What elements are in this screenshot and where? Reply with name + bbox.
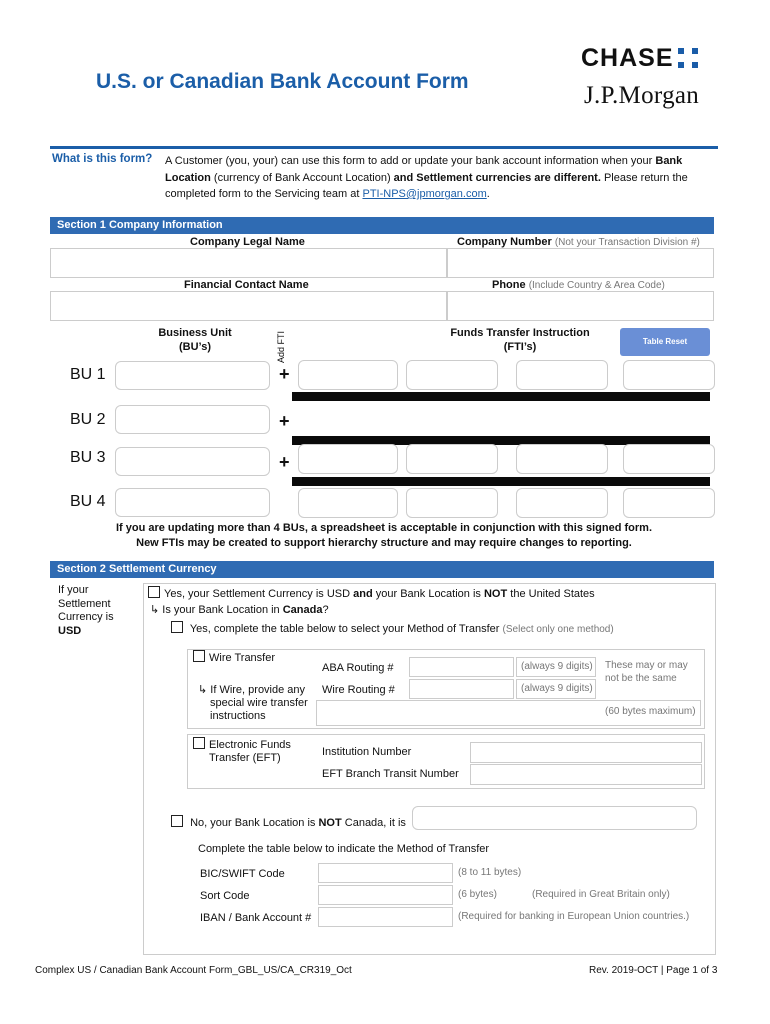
bu-label-2: BU 2 bbox=[70, 411, 106, 428]
complete-table-label: Complete the table below to indicate the Method of Transfer bbox=[198, 843, 490, 855]
eft-checkbox[interactable] bbox=[193, 737, 205, 749]
fti-input-3c[interactable] bbox=[516, 444, 608, 474]
institution-label: Institution Number bbox=[322, 746, 412, 758]
eft-branch-input[interactable] bbox=[470, 764, 702, 785]
bic-input[interactable] bbox=[318, 863, 453, 883]
fti-input-1b[interactable] bbox=[406, 360, 498, 390]
fti-input-4b[interactable] bbox=[406, 488, 498, 518]
company-number-input[interactable] bbox=[447, 248, 714, 278]
page-title: U.S. or Canadian Bank Account Form bbox=[96, 70, 469, 93]
phone-input[interactable] bbox=[447, 291, 714, 321]
fti-input-3a[interactable] bbox=[298, 444, 398, 474]
wire-transfer-option[interactable]: Wire Transfer bbox=[193, 650, 275, 664]
chase-octagon-icon bbox=[678, 48, 698, 68]
bic-label: BIC/SWIFT Code bbox=[200, 868, 285, 880]
section2-header: Section 2 Settlement Currency bbox=[50, 561, 714, 578]
institution-input[interactable] bbox=[470, 742, 702, 763]
bu-note: If you are updating more than 4 BUs, a spreadsheet is acceptable in conjunction with this signed form. New FTIs may be created to support hierarchy structure and may require changes to reporting. bbox=[115, 522, 653, 549]
yes-canada-checkbox[interactable] bbox=[171, 621, 183, 633]
wire-transfer-checkbox[interactable] bbox=[193, 650, 205, 662]
sort-input[interactable] bbox=[318, 885, 453, 905]
add-fti-button-1[interactable]: + bbox=[279, 364, 290, 384]
intro-paragraph: A Customer (you, your) can use this form to add or update your bank account information when your Bank Location (currency of Bank Account Location) and Settlement currencies are different. Please return the completed form to the Servicing team at PTI-NPS@jpmorgan.com. bbox=[165, 155, 688, 200]
fti-input-4d[interactable] bbox=[623, 488, 715, 518]
table-reset-button[interactable]: Table Reset bbox=[620, 328, 710, 356]
sort-note-gb: (Required in Great Britain only) bbox=[532, 889, 670, 900]
eft-option[interactable]: Electronic Funds Transfer (EFT) bbox=[193, 737, 291, 765]
canada-question: ↳ Is your Bank Location in Canada? bbox=[150, 604, 329, 616]
chase-logo: CHASE bbox=[581, 44, 698, 73]
yes-usd-checkbox[interactable] bbox=[148, 586, 160, 598]
add-fti-label-wrap bbox=[276, 325, 288, 363]
fti-column-header: Funds Transfer Instruction (FTI’s) bbox=[450, 327, 590, 353]
add-fti-label: Add FTI bbox=[276, 330, 286, 363]
financial-contact-label: Financial Contact Name bbox=[184, 279, 309, 291]
fti-input-1a[interactable] bbox=[298, 360, 398, 390]
wire-routing-input[interactable] bbox=[409, 679, 514, 699]
no-canada-option[interactable]: No, your Bank Location is NOT Canada, it is bbox=[171, 815, 406, 829]
add-fti-button-2[interactable]: + bbox=[279, 411, 290, 431]
header-divider bbox=[50, 146, 718, 149]
bu-column-header: Business Unit (BU’s) bbox=[158, 327, 232, 353]
bytes-60-note: (60 bytes maximum) bbox=[605, 706, 696, 717]
bu-input-3[interactable] bbox=[115, 447, 270, 476]
bu-label-4: BU 4 bbox=[70, 493, 106, 510]
financial-contact-input[interactable] bbox=[50, 291, 447, 321]
if-wire-label: ↳ If Wire, provide any special wire transfer instructions bbox=[198, 684, 308, 722]
bu-label-3: BU 3 bbox=[70, 449, 106, 466]
aba-note: (always 9 digits) bbox=[516, 657, 596, 677]
bic-note: (8 to 11 bytes) bbox=[458, 867, 522, 878]
bu-input-1[interactable] bbox=[115, 361, 270, 390]
eft-branch-label: EFT Branch Transit Number bbox=[322, 768, 459, 780]
sort-label: Sort Code bbox=[200, 890, 250, 902]
wire-routing-label: Wire Routing # bbox=[322, 684, 395, 696]
aba-label: ABA Routing # bbox=[322, 662, 394, 674]
footer-page-number: Rev. 2019-OCT | Page 1 of 3 bbox=[589, 965, 718, 976]
bank-location-country-input[interactable] bbox=[412, 806, 697, 830]
iban-note: (Required for banking in European Union countries.) bbox=[458, 911, 690, 922]
bu-input-4[interactable] bbox=[115, 488, 270, 517]
iban-label: IBAN / Bank Account # bbox=[200, 912, 312, 924]
phone-label: Phone (Include Country & Area Code) bbox=[492, 279, 665, 291]
company-legal-name-label: Company Legal Name bbox=[190, 236, 305, 248]
footer-form-id: Complex US / Canadian Bank Account Form_GBL_US/CA_CR319_Oct bbox=[35, 965, 352, 976]
settlement-side-label: If your Settlement Currency is USD bbox=[58, 584, 114, 637]
fti-input-1d[interactable] bbox=[623, 360, 715, 390]
intro-label: What is this form? bbox=[52, 153, 153, 165]
fti-input-1c[interactable] bbox=[516, 360, 608, 390]
yes-usd-option[interactable]: Yes, your Settlement Currency is USD and your Bank Location is NOT the United States bbox=[148, 586, 595, 600]
wire-routing-note: (always 9 digits) bbox=[516, 679, 596, 699]
no-canada-checkbox[interactable] bbox=[171, 815, 183, 827]
jpmorgan-logo: J.P.Morgan bbox=[584, 82, 700, 109]
section1-header: Section 1 Company Information bbox=[50, 217, 714, 234]
email-link[interactable]: PTI-NPS@jpmorgan.com bbox=[362, 188, 487, 200]
yes-canada-option[interactable]: Yes, complete the table below to select your Method of Transfer (Select only one method) bbox=[171, 621, 614, 635]
row-divider-1 bbox=[292, 392, 710, 401]
bu-label-1: BU 1 bbox=[70, 366, 106, 383]
company-number-label: Company Number (Not your Transaction Division #) bbox=[457, 236, 700, 248]
same-note: These may or may not be the same bbox=[605, 660, 688, 684]
company-legal-name-input[interactable] bbox=[50, 248, 447, 278]
fti-input-4c[interactable] bbox=[516, 488, 608, 518]
fti-input-3d[interactable] bbox=[623, 444, 715, 474]
sort-note: (6 bytes) bbox=[458, 889, 497, 900]
add-fti-button-3[interactable]: + bbox=[279, 452, 290, 472]
row-divider-3 bbox=[292, 477, 710, 486]
iban-input[interactable] bbox=[318, 907, 453, 927]
fti-input-3b[interactable] bbox=[406, 444, 498, 474]
fti-input-4a[interactable] bbox=[298, 488, 398, 518]
bu-input-2[interactable] bbox=[115, 405, 270, 434]
aba-routing-input[interactable] bbox=[409, 657, 514, 677]
